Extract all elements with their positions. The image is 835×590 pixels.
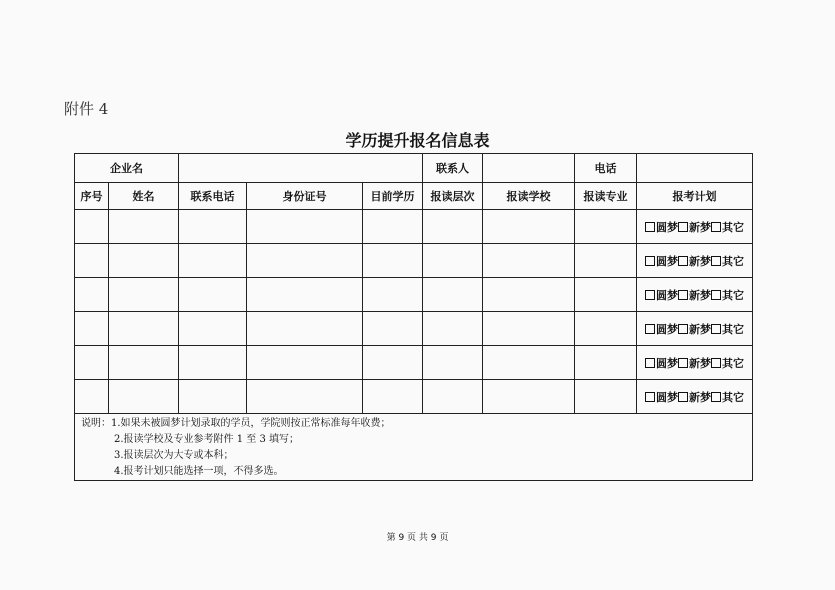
checkbox-icon[interactable] [678,290,688,300]
entry-cell[interactable] [483,244,575,278]
entry-cell[interactable] [179,312,247,346]
plan-option[interactable] [678,287,711,303]
plan-options-cell [637,278,753,312]
plan-option-label: 圆梦 [656,288,679,302]
table-row [75,312,753,346]
entry-cell[interactable] [75,210,109,244]
note-line [81,432,752,448]
column-header: 姓名 [109,183,179,210]
plan-option-label: 圆梦 [656,254,679,268]
entry-cell[interactable] [75,380,109,414]
notes-row [75,414,753,481]
entry-cell[interactable] [363,244,423,278]
contact-person-field[interactable] [483,154,575,183]
column-header: 报考计划 [637,183,753,210]
entry-cell[interactable] [423,312,483,346]
company-row [75,154,753,183]
plan-option-label: 新梦 [689,356,712,370]
entry-cell[interactable] [179,380,247,414]
plan-option[interactable] [711,287,744,303]
entry-cell[interactable] [179,210,247,244]
entry-cell[interactable] [179,278,247,312]
phone-label: 电话 [575,154,637,183]
plan-options-cell [637,346,753,380]
entry-cell[interactable] [575,244,637,278]
table-row [75,380,753,414]
column-header: 报读专业 [575,183,637,210]
contact-person-label: 联系人 [423,154,483,183]
entry-cell[interactable] [247,312,363,346]
column-header-row [75,183,753,210]
form-title: 学历提升报名信息表 [345,131,490,150]
checkbox-icon[interactable] [678,222,688,232]
entry-cell[interactable] [423,244,483,278]
plan-option[interactable] [711,389,744,405]
entry-cell[interactable] [483,312,575,346]
checkbox-icon[interactable] [678,392,688,402]
entry-cell[interactable] [179,244,247,278]
note-text: 3.报读层次为大专或本科； [114,450,234,461]
column-header: 报读学校 [483,183,575,210]
plan-option-label: 新梦 [689,390,712,404]
checkbox-icon[interactable] [645,222,655,232]
entry-cell[interactable] [109,244,179,278]
plan-option[interactable] [711,253,744,269]
plan-option-label: 其它 [722,356,745,370]
entry-cell[interactable] [247,244,363,278]
plan-option[interactable] [678,219,711,235]
entry-cell[interactable] [483,210,575,244]
notes-prefix: 说明： [81,418,111,429]
plan-option-label: 新梦 [689,322,712,336]
plan-option-label: 其它 [722,322,745,336]
entry-cell[interactable] [575,312,637,346]
company-name-label: 企业名 [75,154,179,183]
note-line [81,448,752,464]
entry-cell[interactable] [363,210,423,244]
entry-cell[interactable] [423,278,483,312]
entry-cell[interactable] [483,346,575,380]
entry-cell[interactable] [575,278,637,312]
plan-option[interactable] [645,253,678,269]
checkbox-icon[interactable] [678,324,688,334]
entry-cell[interactable] [423,346,483,380]
table-row [75,278,753,312]
column-header: 序号 [75,183,109,210]
entry-cell[interactable] [363,312,423,346]
entry-cell[interactable] [575,210,637,244]
entry-cell[interactable] [247,278,363,312]
note-line [81,416,752,432]
note-text: 1.如果未被圆梦计划录取的学员，学院则按正常标准每年收费； [111,418,391,429]
entry-cell[interactable] [247,210,363,244]
entry-cell[interactable] [109,380,179,414]
plan-option-label: 其它 [722,390,745,404]
column-header: 目前学历 [363,183,423,210]
table-row [75,210,753,244]
entry-cell[interactable] [363,380,423,414]
entry-cell[interactable] [423,380,483,414]
entry-cell[interactable] [575,380,637,414]
entry-cell[interactable] [75,312,109,346]
plan-option-label: 圆梦 [656,220,679,234]
entry-cell[interactable] [363,278,423,312]
page-footer: 第 9 页 共 9 页 [386,533,449,543]
checkbox-icon[interactable] [711,290,721,300]
plan-option[interactable] [645,219,678,235]
entry-cell[interactable] [75,244,109,278]
plan-option[interactable] [711,219,744,235]
registration-table [74,153,753,481]
entry-cell[interactable] [75,346,109,380]
plan-option-label: 新梦 [689,288,712,302]
plan-option[interactable] [678,355,711,371]
entry-cell[interactable] [179,346,247,380]
note-text: 2.报读学校及专业参考附件 1 至 3 填写； [114,434,299,445]
plan-options-cell [637,210,753,244]
plan-option-label: 其它 [722,288,745,302]
checkbox-icon[interactable] [711,392,721,402]
plan-option[interactable] [645,389,678,405]
phone-field[interactable] [637,154,753,183]
checkbox-icon[interactable] [645,324,655,334]
note-text: 4.报考计划只能选择一项，不得多选。 [114,466,284,477]
plan-options-cell [637,312,753,346]
entry-cell[interactable] [109,210,179,244]
checkbox-icon[interactable] [711,358,721,368]
plan-option[interactable] [645,321,678,337]
column-header: 联系电话 [179,183,247,210]
plan-option[interactable] [711,355,744,371]
checkbox-icon[interactable] [711,324,721,334]
plan-option-label: 其它 [722,220,745,234]
attachment-label: 附件 4 [64,100,109,118]
entry-cell[interactable] [483,380,575,414]
plan-option-label: 圆梦 [656,322,679,336]
entry-cell[interactable] [75,278,109,312]
entry-cell[interactable] [483,278,575,312]
column-header: 报读层次 [423,183,483,210]
entry-cell[interactable] [423,210,483,244]
checkbox-icon[interactable] [645,392,655,402]
plan-options-cell [637,380,753,414]
entry-cell[interactable] [575,346,637,380]
entry-cell[interactable] [247,380,363,414]
plan-option[interactable] [678,321,711,337]
table-row [75,346,753,380]
note-line [81,464,752,480]
plan-option-label: 圆梦 [656,356,679,370]
entry-cell[interactable] [247,346,363,380]
checkbox-icon[interactable] [645,256,655,266]
plan-option-label: 新梦 [689,220,712,234]
checkbox-icon[interactable] [678,358,688,368]
checkbox-icon[interactable] [711,256,721,266]
plan-option[interactable] [711,321,744,337]
plan-option[interactable] [645,287,678,303]
checkbox-icon[interactable] [678,256,688,266]
entry-cell[interactable] [109,312,179,346]
plan-option[interactable] [678,253,711,269]
table-row [75,244,753,278]
plan-option-label: 其它 [722,254,745,268]
checkbox-icon[interactable] [711,222,721,232]
company-name-field[interactable] [179,154,423,183]
plan-option[interactable] [645,355,678,371]
plan-options-cell [637,244,753,278]
plan-option-label: 圆梦 [656,390,679,404]
notes-cell [75,414,753,481]
plan-option-label: 新梦 [689,254,712,268]
checkbox-icon[interactable] [645,358,655,368]
checkbox-icon[interactable] [645,290,655,300]
entry-cell[interactable] [109,278,179,312]
column-header: 身份证号 [247,183,363,210]
plan-option[interactable] [678,389,711,405]
entry-cell[interactable] [109,346,179,380]
entry-cell[interactable] [363,346,423,380]
